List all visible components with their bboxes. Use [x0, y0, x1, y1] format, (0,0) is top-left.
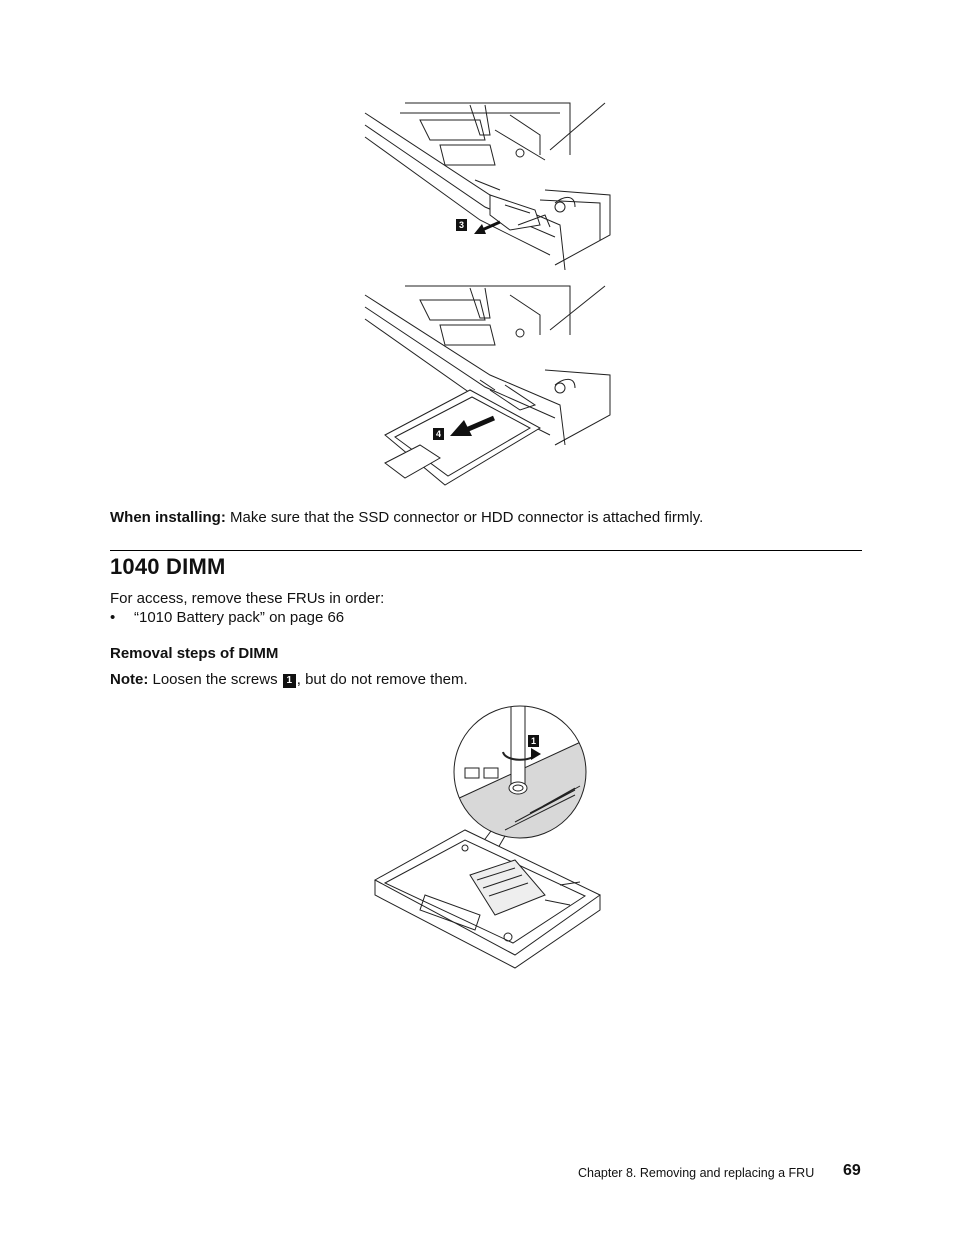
footer-chapter: Chapter 8. Removing and replacing a FRU [578, 1166, 815, 1180]
note-label: Note: [110, 671, 149, 688]
fru-link[interactable]: “1010 Battery pack” on page 66 [134, 609, 345, 626]
figure-ssd-removal [360, 280, 615, 490]
note-text-after: , but do not remove them. [296, 671, 468, 688]
figure-1-callout-badge: 3 [456, 219, 467, 231]
figure-3-callout-badge: 1 [528, 735, 539, 747]
installing-label: When installing: [110, 509, 226, 526]
access-text: For access, remove these FRUs in order: [110, 590, 385, 607]
section-divider [110, 550, 862, 551]
section-title: 1040 DIMM [110, 554, 226, 579]
figure-2-callout-badge: 4 [433, 428, 444, 440]
figure-dimm-screw [365, 700, 610, 972]
installing-text: Make sure that the SSD connector or HDD connector is attached firmly. [225, 509, 704, 526]
note-text-before: Loosen the screws [148, 671, 282, 688]
removal-heading: Removal steps of DIMM [110, 645, 279, 662]
page-number: 69 [843, 1162, 861, 1179]
note-text [110, 671, 468, 688]
arrow-icon [448, 414, 496, 447]
bullet-symbol: • [110, 609, 116, 626]
arrow-icon [470, 218, 502, 245]
screw-callout-badge: 1 [283, 674, 296, 688]
fru-list-item [110, 609, 344, 626]
installing-note [110, 509, 703, 526]
